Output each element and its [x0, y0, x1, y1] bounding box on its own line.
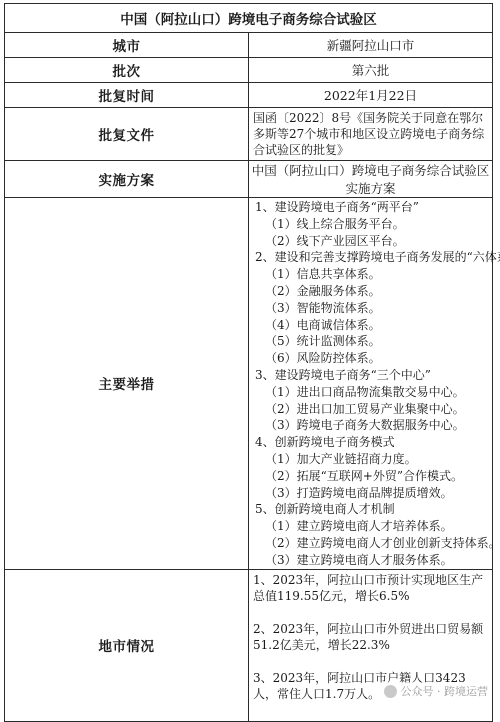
local-paragraph: 3、2023年，阿拉山口市户籍人口3423人，常住人口1.7万人。 — [253, 670, 488, 703]
list-item: （1）加大产业链招商力度。 — [255, 451, 488, 468]
plan-label: 实施方案 — [5, 161, 249, 198]
list-item: （5）统计监测体系。 — [255, 333, 488, 350]
list-item: （3）跨境电子商务大数据服务中心。 — [255, 417, 488, 434]
approval-doc-value: 国函〔2022〕8号《国务院关于同意在鄂尔多斯等27个城市和地区设立跨境电子商务综合试验区的批复》 — [249, 108, 493, 161]
list-item: （3）打造跨境电商品牌提质增效。 — [255, 485, 488, 502]
batch-label: 批次 — [5, 58, 249, 83]
list-item: （6）风险防控体系。 — [255, 350, 488, 367]
approval-time-label: 批复时间 — [5, 83, 249, 108]
list-item: 5、创新跨境电商人才机制 — [255, 501, 488, 518]
local-paragraph: 1、2023年，阿拉山口市预计实现地区生产总值119.55亿元，增长6.5% — [253, 572, 488, 605]
table-row — [5, 83, 493, 108]
table-title: 中国（阿拉山口）跨境电子商务综合试验区 — [5, 4, 493, 33]
zone-info-table-wrapper — [4, 3, 493, 722]
title-row — [5, 4, 493, 33]
local-label: 地市情况 — [5, 569, 249, 721]
list-item: （2）建立跨境电商人才创业创新支持体系。 — [255, 535, 488, 552]
table-row — [5, 161, 493, 198]
list-item: （4）电商诚信体系。 — [255, 317, 488, 334]
local-paragraph: 2、2023年，阿拉山口市外贸进出口贸易额51.2亿美元，增长22.3% — [253, 621, 488, 654]
list-item: （1）建立跨境电商人才培养体系。 — [255, 518, 488, 535]
approval-doc-label: 批复文件 — [5, 108, 249, 161]
list-item: （1）线上综合服务平台。 — [255, 216, 488, 233]
list-item: 1、建设跨境电子商务“两平台” — [255, 199, 488, 216]
list-item: 4、创新跨境电子商务模式 — [255, 434, 488, 451]
measures-label: 主要举措 — [5, 198, 249, 570]
list-item: 2、建设和完善支撑跨境电子商务发展的“六体系” — [255, 249, 488, 266]
table-row — [5, 198, 493, 570]
list-item: （1）进出口商品物流集散交易中心。 — [255, 384, 488, 401]
list-item: 3、建设跨境电子商务“三个中心” — [255, 367, 488, 384]
watermark — [380, 682, 493, 700]
list-item: （1）信息共享体系。 — [255, 266, 488, 283]
plan-value: 中国（阿拉山口）跨境电子商务综合试验区实施方案 — [249, 161, 493, 198]
measures-list — [249, 198, 493, 570]
wechat-icon — [384, 685, 397, 698]
city-value: 新疆阿拉山口市 — [249, 33, 493, 58]
city-label: 城市 — [5, 33, 249, 58]
table-row — [5, 58, 493, 83]
approval-time-value: 2022年1月22日 — [249, 83, 493, 108]
list-item: （2）拓展“互联网+外贸”合作模式。 — [255, 468, 488, 485]
watermark-text: 公众号 · 跨境运营 — [401, 683, 489, 699]
zone-info-table — [4, 3, 493, 722]
batch-value: 第六批 — [249, 58, 493, 83]
list-item: （2）金融服务体系。 — [255, 283, 488, 300]
list-item: （2）进出口加工贸易产业集聚中心。 — [255, 401, 488, 418]
list-item: （3）建立跨境电商人才服务体系。 — [255, 552, 488, 569]
list-item: （3）智能物流体系。 — [255, 300, 488, 317]
table-row — [5, 33, 493, 58]
list-item: （2）线下产业园区平台。 — [255, 233, 488, 250]
table-row — [5, 108, 493, 161]
